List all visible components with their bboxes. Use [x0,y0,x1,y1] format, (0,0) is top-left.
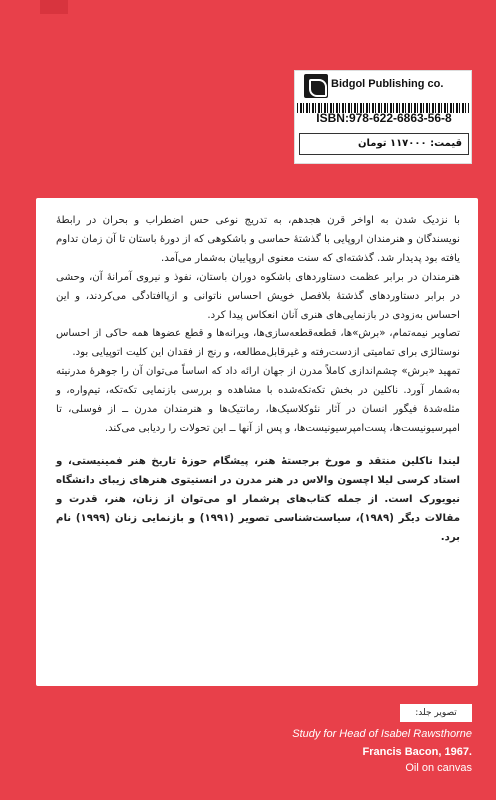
artist-credit: Francis Bacon, 1967. [362,746,472,758]
cover-artwork-title: Study for Head of Isabel Rawsthorne [292,728,472,740]
blurb-paragraph-4: تمهید «برش» چشم‌اندازی کاملاً مدرن از جهان ارائه داد که اساساً می‌توان آن را جوهرهٔ مدرنیته به‌شمار آورد. ناکلین در بخش تکه‌تکه‌شده با مشاهده و بررسی بازنمایی تکه‌تکه، تیم‌واره، و مثله‌شدهٔ فیگور انسان در آثار نئوکلاسیک‌ها، رمانتیک‌ها و هنرمندان مدرن ــ از فوسلی، تا امپرسیونیست‌ها، پست‌امپرسیونیست‌ها، و پس از آنها ــ این تحولات را ردیابی می‌کند. [56,366,460,434]
publisher-name-en: Bidgol Publishing co. [331,78,444,90]
blurb-paragraph-1: با نزدیک شدن به اواخر قرن هجدهم، به تدریج نوعی حس اضطراب و بحران در رابطهٔ نویسندگان و هنرمندان اروپایی با گذشتهٔ حماسی و باشکوهی که از دورهٔ باستان تا آن زمان تداوم یافته بود پدیدار شد. گذشته‌ای که سنت معنوی اروپاییان به‌شمار می‌آمد. [56,215,460,264]
author-bio: لیندا ناکلین منتقد و مورخ برجستهٔ هنر، پیشگام حوزهٔ تاریخ هنر فمینیستی، و استاد کرسی لیلا اچسون والاس در هنر مدرن در انستیتوی هنرهای زیبای دانشگاه نیویورک است. از جمله کتاب‌های پرشمار او می‌توان از زنان، هنر، قدرت و مقالات دیگر (۱۹۸۹)، سیاست‌شناسی تصویر (۱۹۹۱) و بازنمایی زنان (۱۹۹۹) نام برد. [56,455,460,543]
top-tab-mark [40,0,68,14]
publisher-logo-icon [304,74,328,98]
isbn-block [294,70,472,164]
cover-artwork-artist [292,746,472,758]
blurb-paragraph-3: تصاویر نیمه‌تمام، «برش»ها، قطعه‌قطعه‌سازی‌ها، ویرانه‌ها و قطع عضوها همه حاکی از احساس نوستالژی برای تمامیتی ازدست‌رفته و غیرقابل‌مطالعه، و رنج از فقدان این کلیت اتوپیایی بود. [56,328,460,359]
cover-artwork-medium: Oil on canvas [405,762,472,774]
blurb-panel [36,198,478,686]
blurb-paragraph-2: هنرمندان در برابر عظمت دستاوردهای باشکوه دوران باستان، نفوذ و نیروی آمرانهٔ آن، وحشی در برابر دستاوردهای گذشتهٔ بلافصل خویش احساس ناتوانی و ازپاافتادگی می‌کردند، و این احساس به‌زودی در بازنمایی‌های هنری آنان انعکاس پیدا کرد. [56,271,460,321]
cover-image-tag: تصویر جلد: [400,704,472,722]
price-label: قیمت: ۱۱۷۰۰۰ تومان [299,133,469,155]
isbn-number: ISBN:978-622-6863-56-8 [316,111,452,125]
publisher-row [295,71,473,101]
